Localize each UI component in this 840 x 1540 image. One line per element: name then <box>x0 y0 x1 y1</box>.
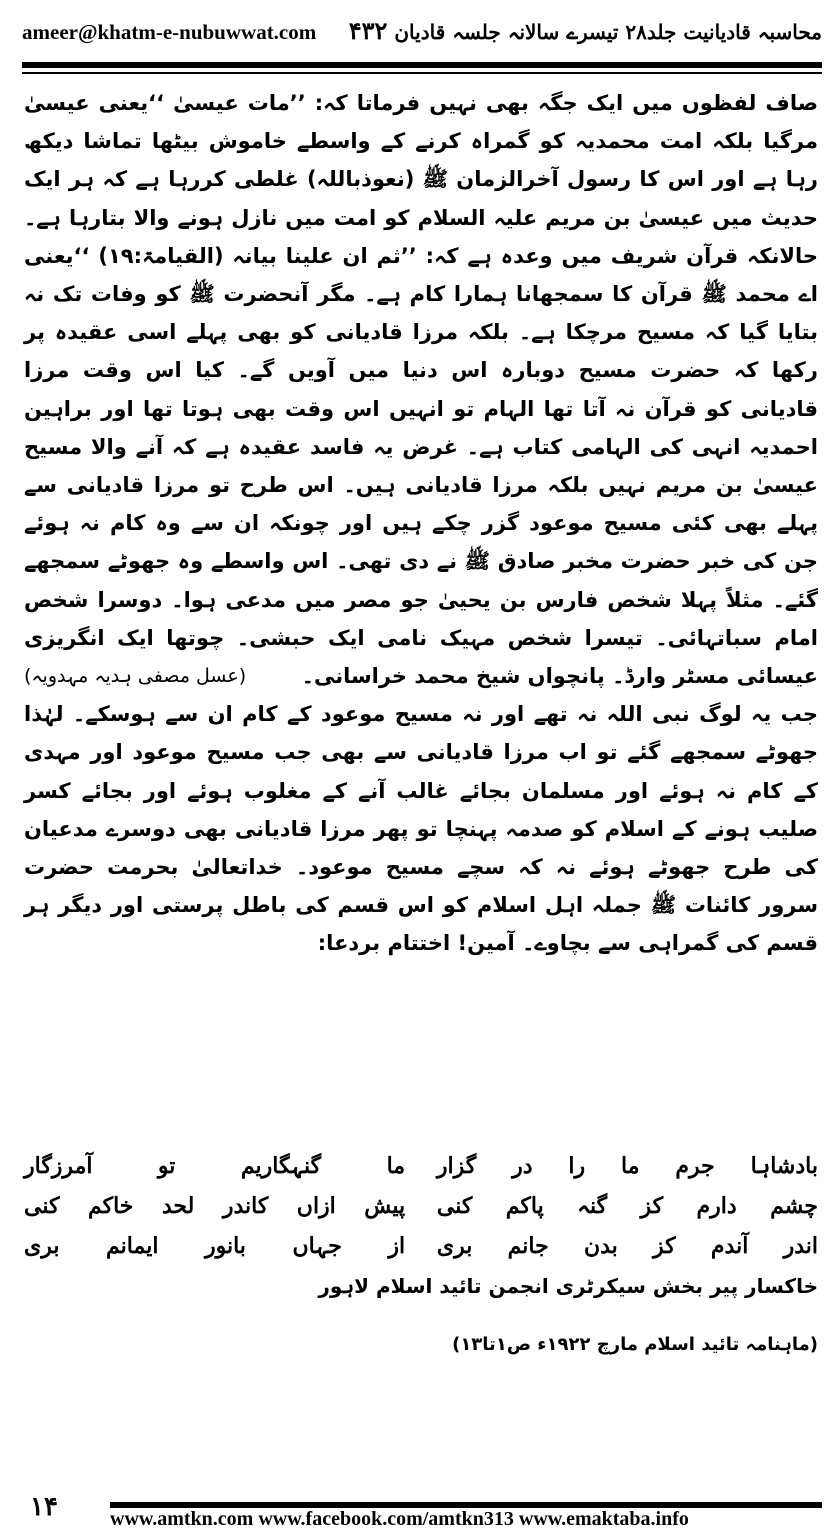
page-header <box>22 14 822 54</box>
footer-page-number: ۱۴ <box>20 1490 110 1530</box>
poem-hemistich: اندر آندم کز بدن جانم بری <box>436 1233 818 1259</box>
poem-hemistich: چشم دارم کز گنہ پاکم کنی <box>436 1193 818 1219</box>
poem-hemistich: پیش ازاں کاندر لحد خاکم کنی <box>24 1193 406 1219</box>
poem-couplet <box>24 1186 818 1226</box>
paragraph-2-text: جب یہ لوگ نبی اللہ نہ تھے اور نہ مسیح موعود کے کام ان سے ہوسکے۔ لہٰذا جھوٹے سمجھے گئے تو اب مرزا قادیانی سے بھی جب مسیح موعود اور مہدی کے کام نہ ہوئے اور مسلمان بجائے غالب آنے کے مغلوب ہوئے اور بجائے کسر صلیب ہونے کے اسلام کو صدمہ پہنچا تو پھر مرزا قادیانی بھی دوسرے مدعیان کی طرح جھوٹے ہوئے نہ کہ سچے مسیح موعود۔ خداتعالیٰ بحرمت حضرت سرور کائنات ﷺ جملہ اہل اسلام کو اس قسم کی باطل پرستی اور دیگر ہر قسم کی گمراہی سے بچاوے۔ آمین! اختتام بردعا: <box>24 702 818 956</box>
source-citation: (ماہنامہ تائید اسلام مارچ ۱۹۲۲ء ص۱تا۱۳) <box>452 1334 818 1355</box>
footer-links: www.amtkn.com www.facebook.com/amtkn313 www.emaktaba.info <box>110 1508 689 1530</box>
poem-hemistich: ما گنہگاریم تو آمرزگار <box>24 1153 406 1179</box>
paragraph-2 <box>24 695 818 962</box>
header-rule-thin <box>22 72 822 74</box>
paragraph-1 <box>24 84 818 695</box>
poem-hemistich: بادشاہا جرم ما را در گزار <box>436 1153 818 1179</box>
signature-line: خاکسار پیر بخش سیکرٹری انجمن تائید اسلام لاہور <box>318 1274 818 1298</box>
poem-couplet <box>24 1226 818 1266</box>
poem-hemistich: از جہاں بانور ایمانم بری <box>24 1233 406 1259</box>
header-page-number: ۴۳۲ <box>348 16 388 45</box>
persian-poem <box>24 1146 818 1266</box>
header-title-group <box>339 16 822 45</box>
header-email: ameer@khatm-e-nubuwwat.com <box>22 20 317 44</box>
paragraph-1-reference: (عسل مصفی ہدیہ مہدویہ) <box>24 665 247 688</box>
paragraph-1-text: صاف لفظوں میں ایک جگہ بھی نہیں فرماتا کہ: ’’مات عیسیٰ ‘‘یعنی عیسیٰ مرگیا بلکہ امت محمدیہ کو گمراہ کرنے کے واسطے خاموش بیٹھا تماشا دیکھ رہا ہے اور اس کا رسول آخرالزمان ﷺ (نعوذباللہ) غلطی کررہا ہے کہ ہر ایک حدیث میں عیسیٰ بن مریم علیہ السلام کو امت میں نازل ہونے والا بتارہا ہے۔ حالانکہ قرآن شریف میں وعدہ ہے کہ: ’’ثم ان علینا بیانہ (القیامۃ:۱۹) ‘‘یعنی اے محمد ﷺ قرآن کا سمجھانا ہمارا کام ہے۔ مگر آنحضرت ﷺ کو وفات تک نہ بتایا گیا کہ مسیح مرچکا ہے۔ بلکہ مرزا قادیانی کو بھی پہلے اسی عقیدہ پر رکھا کہ حضرت مسیح دوبارہ اس دنیا میں آویں گے۔ کیا اس وقت مرزا قادیانی کو قرآن نہ آتا تھا الہام تو انہیں اس وقت بھی ہوتا تھا اور براہین احمدیہ انہی کی الہامی کتاب ہے۔ غرض یہ فاسد عقیدہ ہے کہ آنے والا مسیح عیسیٰ بن مریم نہیں بلکہ مرزا قادیانی ہیں۔ اس طرح تو مرزا قادیانی سے پہلے بھی کئی مسیح موعود گزر چکے ہیں اور چونکہ ان سے وہ کام نہ ہوئے جن کی خبر حضرت مخبر صادق ﷺ نے دی تھی۔ اس واسطے وہ جھوٹے سمجھے گئے۔ مثلاً پہلا شخص فارس بن یحییٰ جو مصر میں مدعی ہوا۔ دوسرا شخص امام سباتہائی۔ تیسرا شخص مہیک نامی ایک حبشی۔ چوتھا ایک انگریزی عیسائی مسٹر وارڈ۔ پانچواں شیخ محمد خراسانی۔ <box>24 91 819 689</box>
page-footer <box>20 1490 822 1530</box>
header-rule-thick <box>22 62 822 68</box>
body-text <box>24 84 818 963</box>
poem-couplet <box>24 1146 818 1186</box>
header-book-title: محاسبہ قادیانیت جلد۲۸ تیسرے سالانہ جلسہ قادیان <box>394 20 822 44</box>
